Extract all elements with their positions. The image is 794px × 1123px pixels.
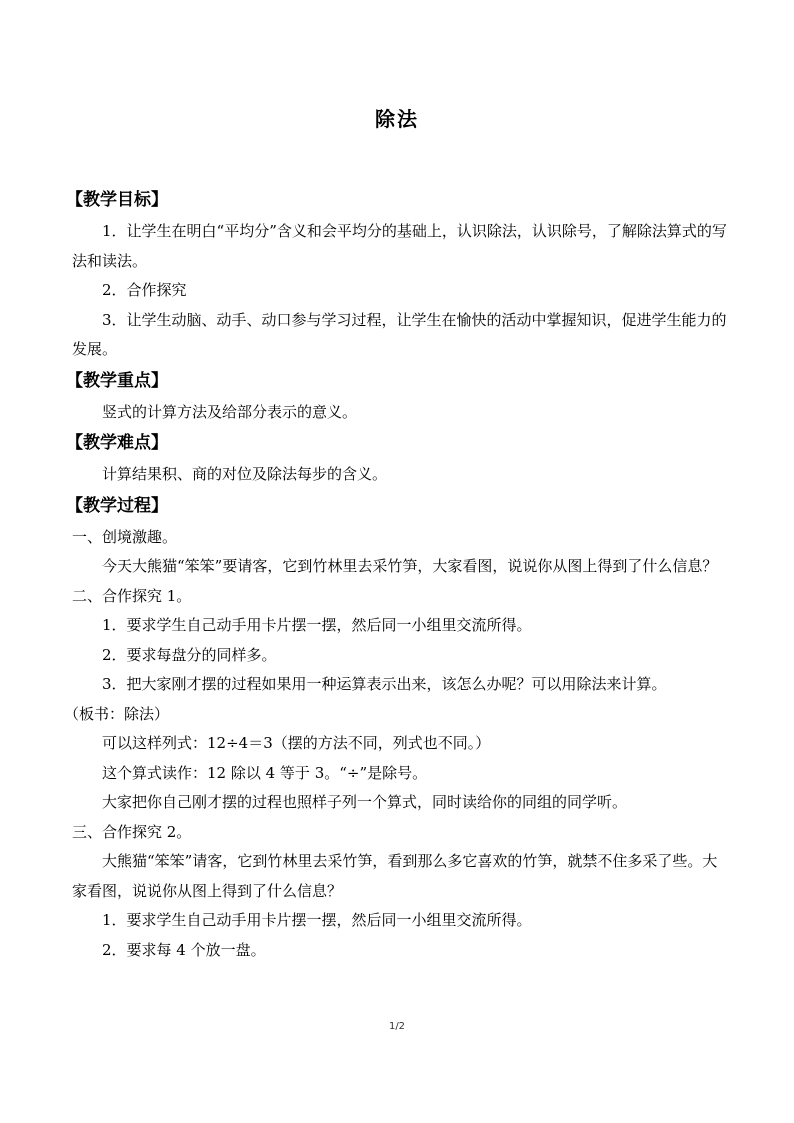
difficulties-text: 计算结果积、商的对位及除法每步的含义。 xyxy=(102,465,388,483)
document-body xyxy=(64,184,732,965)
read-line: 这个算式读作：12 除以 4 等于 3。“÷”是除号。 xyxy=(102,763,428,782)
process-part3-item-2: 2．要求每 4 个放一盘。 xyxy=(102,940,266,959)
goal-item-3: 3．让学生动脑、动手、动口参与学习过程，让学生在愉快的活动中掌握知识，促进学生能力的发展。 xyxy=(72,310,727,358)
goal-item-2: 2．合作探究 xyxy=(102,281,187,299)
heading-key-points: 【教学重点】 xyxy=(66,370,168,391)
share-line: 大家把你自己刚才摆的过程也照样子列一个算式，同时读给你的同组的同学听。 xyxy=(102,793,628,811)
process-part3-item-1: 1．要求学生自己动手用卡片摆一摆，然后同一小组里交流所得。 xyxy=(102,911,532,929)
process-part2-item-1: 1．要求学生自己动手用卡片摆一摆，然后同一小组里交流所得。 xyxy=(102,616,532,634)
process-part3-text: 大熊猫“笨笨”请客，它到竹林里去采竹笋，看到那么多它喜欢的竹笋，就禁不住多采了些。大家看图，说说你从图上得到了什么信息？ xyxy=(72,852,718,900)
page-number: 1/2 xyxy=(388,1021,406,1032)
process-part1-text: 今天大熊猫“笨笨”要请客，它到竹林里去采竹笋，大家看图，说说你从图上得到了什么信息？ xyxy=(102,557,718,575)
heading-teaching-goals: 【教学目标】 xyxy=(66,190,168,210)
process-part2-title: 二、合作探究 1。 xyxy=(72,586,192,605)
heading-difficulties: 【教学难点】 xyxy=(66,433,168,453)
process-part2-item-3: 3．把大家刚才摆的过程如果用一种运算表示出来，该怎么办呢？可以用除法来计算。 xyxy=(102,675,667,693)
process-part2-item-2: 2．要求每盘分的同样多。 xyxy=(102,645,277,664)
heading-teaching-process: 【教学过程】 xyxy=(66,495,168,516)
process-part1-title: 一、创境激趣。 xyxy=(72,527,178,546)
board-note: （板书：除法） xyxy=(64,704,170,723)
key-points-text: 竖式的计算方法及给部分表示的意义。 xyxy=(102,402,358,421)
goal-item-1: 1．让学生在明白“平均分”含义和会平均分的基础上，认识除法，认识除号，了解除法算式的写法和读法。 xyxy=(72,222,727,270)
process-part3-title: 三、合作探究 2。 xyxy=(72,822,192,841)
page-title: 除法 xyxy=(375,107,419,131)
formula-line: 可以这样列式：12÷4＝3（摆的方法不同，列式也不同。） xyxy=(102,734,491,752)
